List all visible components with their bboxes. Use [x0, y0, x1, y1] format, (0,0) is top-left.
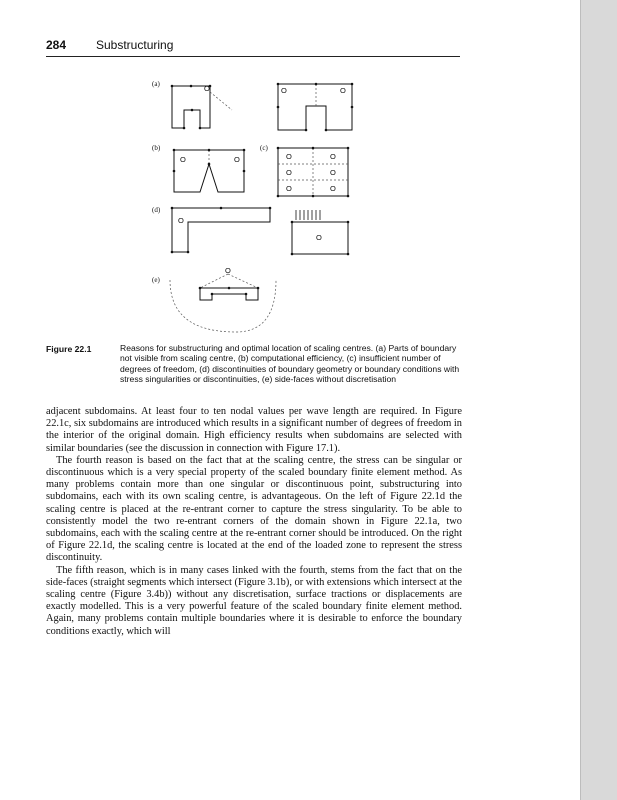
panel-a-visibility-line [210, 92, 232, 110]
scaling-centre-label: O [316, 233, 322, 242]
node-dot [190, 85, 193, 88]
node-dot [325, 129, 328, 132]
panel-label-a: (a) [152, 80, 160, 88]
node-dot [208, 163, 211, 166]
node-dot [351, 83, 354, 86]
node-dot [199, 127, 202, 130]
node-dot [228, 287, 231, 290]
node-dot [277, 106, 280, 109]
viewer-side-strip [580, 0, 617, 800]
panel-label-e: (e) [152, 276, 160, 284]
scaling-centre-label: O [330, 152, 336, 161]
node-dot [351, 106, 354, 109]
panel-e-side-face-left [200, 274, 228, 288]
figure-caption-label: Figure 22.1 [46, 344, 92, 354]
scaling-centre-label: O [204, 84, 210, 93]
node-dot [171, 251, 174, 254]
node-dot [347, 147, 350, 150]
panel-e-side-face-right [228, 274, 258, 288]
panel-d-left-domain [172, 208, 270, 252]
node-dot [312, 147, 315, 150]
node-dot [245, 293, 248, 296]
node-dot [243, 170, 246, 173]
node-dot [171, 207, 174, 210]
node-dot [315, 83, 318, 86]
body-text [46, 406, 462, 638]
body-paragraph: The fifth reason, which is in many cases linked with the fourth, stems from the fact that on the side-faces (straight segments which intersect (Figure 3.1b), or with extensions which intersect at the scaling centre (Figure 3.4b)) without any discretisation, surface tractions or displacements are exactly modelled. This is a very powerful feature of the scaled boundary finite element method. Again, many problems contain multiple boundaries where it is desirable to enforce the boundary conditions exactly, which will [46, 564, 462, 637]
node-dot [187, 251, 190, 254]
scaling-centre-label: O [234, 155, 240, 164]
node-dot [277, 195, 280, 198]
scaling-centre-label: O [340, 86, 346, 95]
scaling-centre-label: O [225, 266, 231, 275]
node-dot [277, 147, 280, 150]
node-dot [291, 221, 294, 224]
panel-e-domain [200, 288, 258, 300]
scaling-centre-label: O [281, 86, 287, 95]
figure-caption-text: Reasons for substructuring and optimal location of scaling centres. (a) Parts of boundary not visible from scaling centre, (b) computational efficiency, (c) insufficient number of degrees of freedom, (d) discontinuities of boundary geometry or boundary conditions with stress singularities or discontinuities, (e) side-faces without discretisation [120, 343, 460, 385]
page-header [46, 38, 460, 54]
figure-diagram [140, 70, 380, 336]
body-paragraph: adjacent subdomains. At least four to ten nodal values per wave length are required. In Figure 22.1c, six subdomains are introduced which results in a significant number of degrees of freedom in the interior of the original domain. High efficiency results when subdomains are selected with similar boundaries (see the discussion in connection with Figure 17.1). [46, 406, 462, 454]
node-dot [171, 85, 174, 88]
node-dot [220, 207, 223, 210]
node-dot [305, 129, 308, 132]
scaling-centre-label: O [178, 216, 184, 225]
node-dot [243, 149, 246, 152]
node-dot [347, 253, 350, 256]
scaling-centre-label: O [330, 168, 336, 177]
node-dot [347, 195, 350, 198]
running-title: Substructuring [96, 38, 174, 52]
header-rule [46, 56, 460, 57]
node-dot [173, 149, 176, 152]
scaling-centre-label: O [286, 152, 292, 161]
node-dot [277, 83, 280, 86]
body-paragraph: The fourth reason is based on the fact that at the scaling centre, the stress can be singular or discontinuous which is a very special property of the scaled boundary finite element method. As many problems contain more than one singular or discontinuous point, substructuring into subdomains, each with its own scaling centre, is advantageous. On the left of Figure 22.1d the scaling centre is placed at the re-entrant corner to capture the stress singularity. To be able to consistently model the two re-entrant corners of the domain shown in Figure 22.1a, two subdomains, each with the scaling centre at the re-entrant corner should be introduced. On the right of Figure 22.1d, the scaling centre is located at the end of the loaded zone to represent the stress discontinuity. [46, 454, 462, 564]
node-dot [183, 127, 186, 130]
page-number: 284 [46, 38, 67, 52]
panel-label-b: (b) [152, 144, 161, 152]
node-dot [347, 221, 350, 224]
node-dot [312, 195, 315, 198]
node-dot [208, 149, 211, 152]
node-dot [173, 170, 176, 173]
scaling-centre-label: O [330, 184, 336, 193]
figure-22-1 [140, 70, 380, 336]
node-dot [257, 287, 260, 290]
node-dot [199, 287, 202, 290]
panel-label-d: (d) [152, 206, 161, 214]
panel-label-c: (c) [260, 144, 268, 152]
node-dot [191, 109, 194, 112]
scaling-centre-label: O [286, 168, 292, 177]
scaling-centre-label: O [286, 184, 292, 193]
scaling-centre-label: O [180, 155, 186, 164]
node-dot [211, 293, 214, 296]
node-dot [291, 253, 294, 256]
node-dot [269, 207, 272, 210]
